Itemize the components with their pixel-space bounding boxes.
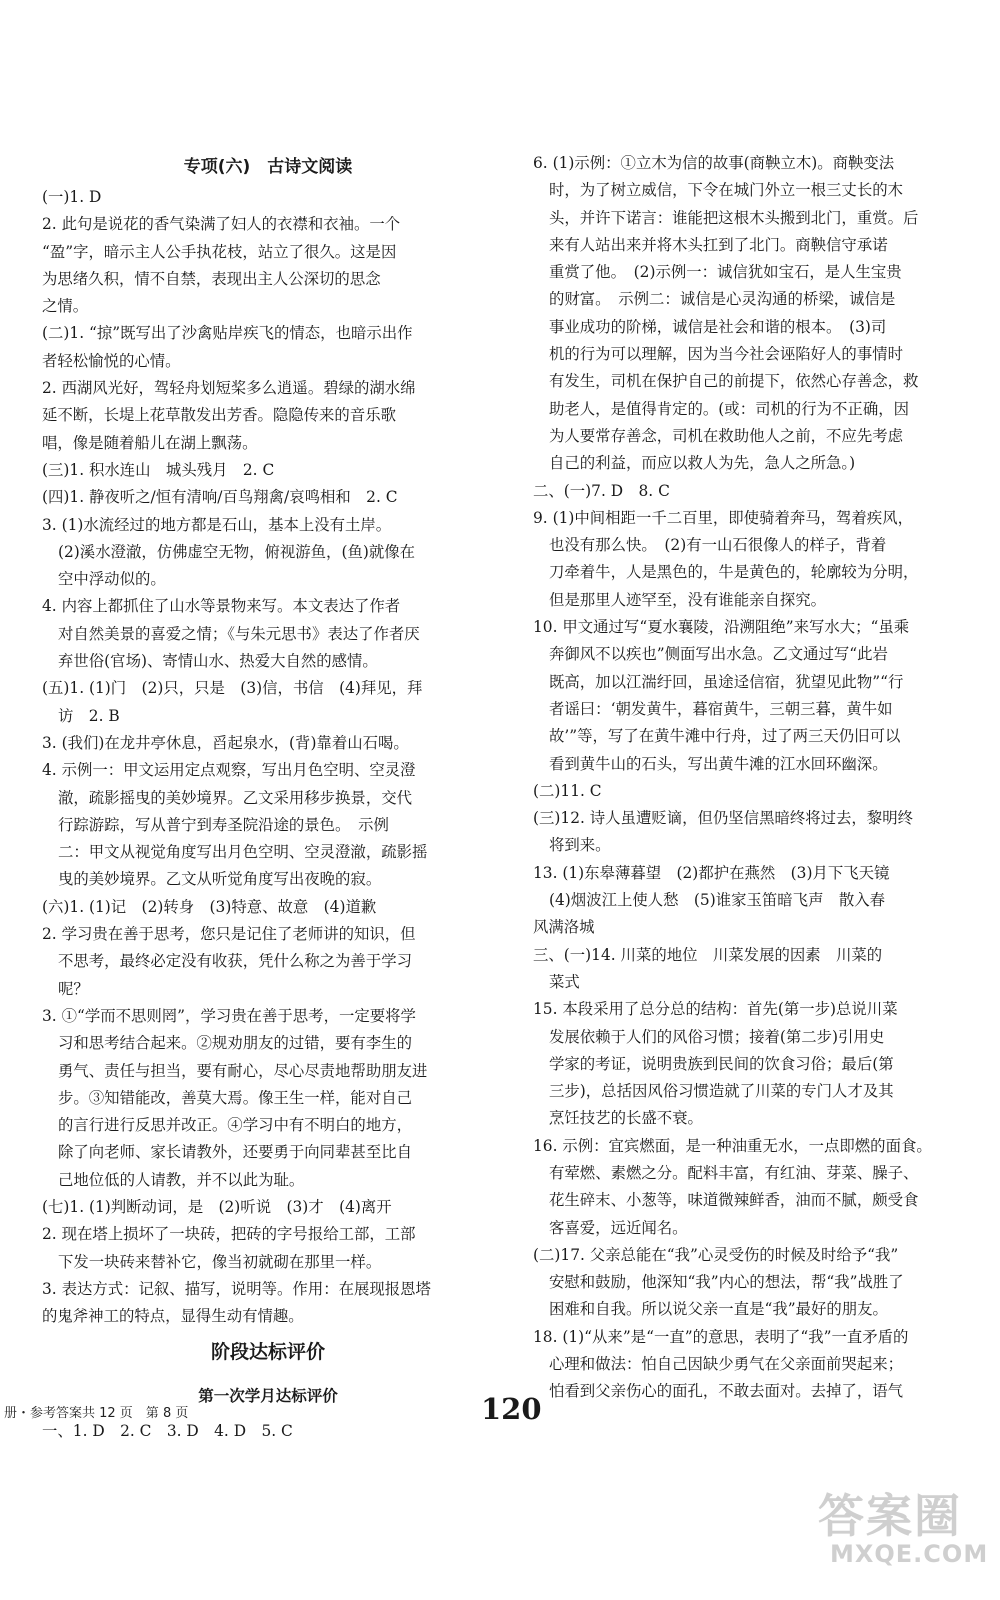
left-answer-lines — [42, 184, 494, 1330]
answer-line: 心理和做法：怕自己因缺少勇气在父亲面前哭起来； — [549, 1355, 903, 1374]
answer-line: 6. (1)示例：①立木为信的故事(商鞅立木)。商鞅变法 — [533, 154, 895, 172]
answer-line: 己地位低的人请教，并不以此为耻。 — [58, 1170, 305, 1189]
answer-line: 既高，加以江湍纡回，虽途迳信宿，犹望见此物”“行 — [549, 672, 904, 691]
answer-line: 花生碎末、小葱等，味道微辣鲜香，油而不腻，颇受食 — [549, 1191, 919, 1210]
answer-line: “盈”字，暗示主人公手执花枝，站立了很久。这是因 — [42, 242, 397, 261]
answer-line: 困难和自我。所以说父亲一直是“我”最好的朋友。 — [549, 1300, 888, 1319]
answer-line: 重赏了他。 (2)示例一：诚信犹如宝石，是人生宝贵 — [549, 263, 902, 282]
answer-line: 自己的利益，而应以救人为先，急人之所急。) — [549, 454, 856, 473]
answer-line: 15. 本段采用了总分总的结构：首先(第一步)总说川菜 — [533, 1000, 898, 1019]
answer-line: 对自然美景的喜爱之情；《与朱元思书》表达了作者厌 — [58, 624, 420, 643]
answer-line: 9. (1)中间相距一千二百里，即使骑着奔马，驾着疾风， — [533, 508, 913, 527]
answer-line: 菜式 — [549, 972, 580, 991]
answer-line: 者轻松愉悦的心情。 — [42, 351, 181, 370]
answer-line: 访 2. B — [58, 706, 120, 725]
watermark-logo: 答案圈 MXQE.COM — [818, 1489, 989, 1568]
answer-line: (五)1. (1)门 (2)只，只是 (3)信，书信 (4)拜见，拜 — [42, 679, 423, 698]
answer-line: 怕看到父亲伤心的面孔，不敢去面对。去掉了，语气 — [549, 1382, 903, 1401]
answer-line: 2. 西湖风光好，驾轻舟划短桨多么逍遥。碧绿的湖水绵 — [42, 379, 416, 398]
answer-line: 2. 学习贵在善于思考，您只是记住了老师讲的知识，但 — [42, 925, 416, 944]
answer-line: 者谣曰：‘朝发黄牛，暮宿黄牛，三朝三暮，黄牛如 — [549, 699, 893, 718]
answer-line: 空中浮动似的。 — [58, 570, 166, 589]
answer-line: 18. (1)“从来”是“一直”的意思，表明了“我”一直矛盾的 — [533, 1327, 909, 1346]
answer-line: 延不断，长堤上花草散发出芳香。隐隐传来的音乐歌 — [42, 406, 396, 425]
stage-heading: 阶段达标评价 — [210, 1341, 325, 1364]
page-footer: 册・参考答案共 12 页 第 8 页 — [4, 1406, 189, 1421]
answer-line: 事业成功的阶梯，诚信是社会和谐的根本。 (3)司 — [549, 317, 887, 336]
answer-line: 行踪游踪，写从普宁到寿圣院沿途的景色。 示例 — [58, 815, 389, 834]
answer-line: (2)溪水澄澈，仿佛虚空无物，俯视游鱼，(鱼)就像在 — [58, 542, 416, 561]
answer-line: 二、(一)7. D 8. C — [533, 481, 670, 500]
answer-line: 曳的美妙境界。乙文从听觉角度写出夜晚的寂。 — [58, 870, 382, 889]
answer-line: 3. (1)水流经过的地方都是石山，基本上没有土岸。 — [42, 515, 392, 534]
answer-line: 故’”等，写了在黄牛滩中行舟，过了两三天仍旧可以 — [549, 727, 901, 746]
answer-line: 三、(一)14. 川菜的地位 川菜发展的因素 川菜的 — [533, 945, 883, 964]
answer-line: 的言行进行反思并改正。④学习中有不明白的地方， — [58, 1116, 412, 1135]
answer-line: 除了向老师、家长请教外，还要勇于向同辈甚至比自 — [58, 1143, 412, 1162]
answer-line: 澈，疏影摇曳的美妙境界。乙文采用移步换景，交代 — [58, 788, 412, 807]
answer-line: 学家的考证，说明贵族到民间的饮食习俗；最后(第 — [549, 1054, 894, 1073]
answer-line: 将到来。 — [549, 836, 611, 855]
stage-subheading: 第一次学月达标评价 — [198, 1387, 338, 1406]
answer-line: 2. 现在塔上损坏了一块砖，把砖的字号报给工部，工部 — [42, 1225, 416, 1244]
answer-line: (三)12. 诗人虽遭贬谪，但仍坚信黑暗终将过去，黎明终 — [533, 809, 913, 828]
answer-line: (四)1. 静夜听之/恒有清响/百鸟翔禽/哀鸣相和 2. C — [42, 488, 398, 507]
answer-line: 呢？ — [58, 979, 89, 998]
answer-line: (二)1. “掠”既写出了沙禽贴岸疾飞的情态，也暗示出作 — [42, 324, 413, 343]
right-column — [533, 150, 983, 1406]
answer-line: 13. (1)东皋薄暮望 (2)都护在燕然 (3)月下飞天镜 — [533, 863, 890, 882]
right-answer-lines — [533, 150, 983, 1406]
answer-line: 弃世俗(官场)、寄情山水、热爱大自然的感情。 — [58, 652, 378, 671]
answer-line: 3. ①“学而不思则罔”，学习贵在善于思考，一定要将学 — [42, 1006, 416, 1025]
answer-line: (六)1. (1)记 (2)转身 (3)特意、故意 (4)道歉 — [42, 897, 377, 916]
answer-line: 看到黄牛山的石头，写出黄牛滩的江水回环幽深。 — [549, 754, 888, 773]
stage-answer-line: 一、1. D 2. C 3. D 4. D 5. C — [42, 1422, 293, 1441]
answer-line: 奔御风不以疾也”侧面写出水急。乙文通过写“此岩 — [549, 645, 888, 664]
answer-line: 风满洛城 — [533, 918, 595, 937]
answer-line: 3. (我们)在龙井亭休息，舀起泉水，(背)靠着山石喝。 — [42, 733, 409, 752]
answer-line: 头，并许下诺言：谁能把这根木头搬到北门，重赏。后 — [549, 208, 919, 227]
answer-line: 烹饪技艺的长盛不衰。 — [549, 1109, 703, 1128]
answer-line: 客喜爱，远近闻名。 — [549, 1218, 688, 1237]
answer-line: 有荤燃、素燃之分。配料丰富，有红油、芽菜、臊子、 — [549, 1163, 919, 1182]
answer-line: (一)1. D — [42, 188, 102, 206]
answer-line: (三)1. 积水连山 城头残月 2. C — [42, 460, 275, 479]
answer-line: 也没有那么快。 (2)有一山石很像人的样子，背着 — [549, 536, 887, 555]
answer-line: 唱，像是随着船儿在湖上飘荡。 — [42, 433, 258, 452]
answer-line: 4. 示例一：甲文运用定点观察，写出月色空明、空灵澄 — [42, 761, 416, 780]
answer-line: 16. 示例：宜宾燃面，是一种油重无水，一点即燃的面食。 — [533, 1136, 932, 1155]
answer-line: 步。③知错能改，善莫大焉。像王生一样，能对自己 — [58, 1088, 412, 1107]
left-column — [42, 150, 494, 1446]
answer-line: 为思绪久积，情不自禁，表现出主人公深切的思念 — [42, 269, 381, 288]
answer-line: 下发一块砖来替补它，像当初就砌在那里一样。 — [58, 1252, 382, 1271]
answer-line: 2. 此句是说花的香气染满了妇人的衣襟和衣袖。一个 — [42, 215, 401, 234]
answer-line: 习和思考结合起来。②规劝朋友的过错，要有李生的 — [58, 1034, 412, 1053]
answer-line: 的财富。 示例二：诚信是心灵沟通的桥梁，诚信是 — [549, 290, 896, 309]
answer-line: 刀牵着牛，人是黑色的，牛是黄色的，轮廓较为分明， — [549, 563, 919, 582]
section-heading: 专项(六) 古诗文阅读 — [183, 157, 353, 177]
answer-line: 10. 甲文通过写“夏水襄陵，沿溯阻绝”来写水大；“虽乘 — [533, 618, 910, 637]
answer-line: (七)1. (1)判断动词，是 (2)听说 (3)才 (4)离开 — [42, 1197, 392, 1216]
answer-line: 时，为了树立威信，下令在城门外立一根三丈长的木 — [549, 181, 903, 200]
page-number: 120 — [481, 1392, 542, 1426]
answer-line: 机的行为可以理解，因为当今社会诬陷好人的事情时 — [549, 345, 903, 364]
answer-line: 来有人站出来并将木头扛到了北门。商鞅信守承诺 — [549, 235, 888, 254]
answer-line: 但是那里人迹罕至，没有谁能亲自探究。 — [549, 590, 827, 609]
answer-line: 勇气、责任与担当，要有耐心，尽心尽责地帮助朋友进 — [58, 1061, 428, 1080]
answer-line: 3. 表达方式：记叙、描写，说明等。作用：在展现报恩塔 — [42, 1279, 431, 1298]
answer-line: 助老人，是值得肯定的。(或：司机的行为不正确，因 — [549, 399, 909, 418]
answer-line: (二)11. C — [533, 781, 602, 800]
answer-line: 不思考，最终必定没有收获，凭什么称之为善于学习 — [58, 952, 412, 971]
answer-line: 4. 内容上都抓住了山水等景物来写。本文表达了作者 — [42, 597, 401, 616]
answer-line: 之情。 — [42, 297, 89, 316]
answer-line: (二)17. 父亲总能在“我”心灵受伤的时候及时给予“我” — [533, 1245, 899, 1264]
answer-line: 安慰和鼓励，他深知“我”内心的想法，帮“我”战胜了 — [549, 1273, 904, 1292]
answer-line: 三步)，总括因风俗习惯造就了川菜的专门人才及其 — [549, 1082, 894, 1101]
answer-line: 的鬼斧神工的特点，显得生动有情趣。 — [42, 1307, 304, 1326]
answer-line: 有发生，司机在保护自己的前提下，依然心存善念，救 — [549, 372, 919, 391]
answer-line: 二：甲文从视觉角度写出月色空明、空灵澄澈，疏影摇 — [58, 843, 428, 862]
answer-line: 发展依赖于人们的风俗习惯；接着(第二步)引用史 — [549, 1027, 885, 1046]
answer-line: 为人要常存善念，司机在救助他人之前，不应先考虑 — [549, 426, 903, 445]
answer-line: (4)烟波江上使人愁 (5)谁家玉笛暗飞声 散入春 — [549, 891, 886, 910]
